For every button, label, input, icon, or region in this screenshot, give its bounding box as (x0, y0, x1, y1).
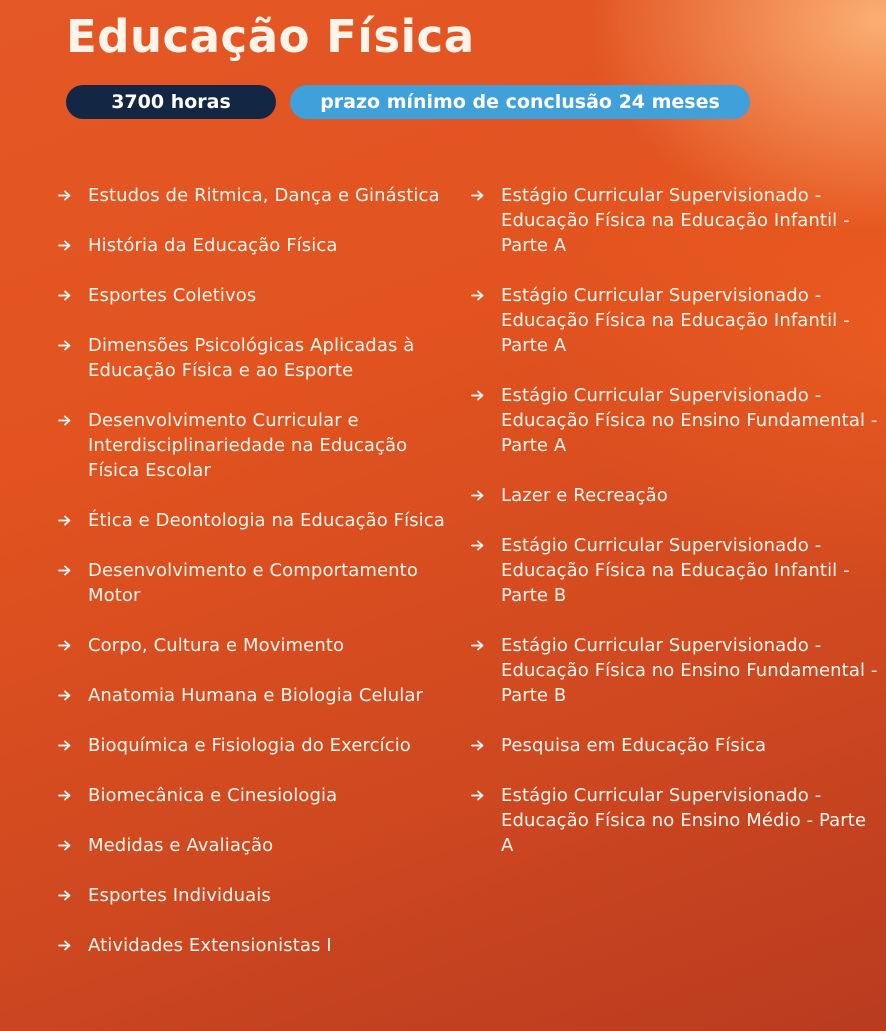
list-item-label: Estágio Curricular Supervisionado - Educação Física na Educação Infantil - Parte A (501, 285, 850, 356)
list-item (57, 283, 462, 308)
arrow-right-icon (57, 233, 73, 258)
list-item (470, 183, 880, 258)
arrow-right-icon (57, 183, 73, 208)
list-item-label: Estágio Curricular Supervisionado - Educação Física na Educação Infantil - Parte B (501, 535, 850, 606)
list-item (57, 558, 462, 608)
list-item-label: Atividades Extensionistas I (88, 935, 332, 956)
course-list-right (470, 183, 880, 883)
list-item-label: Medidas e Avaliação (88, 835, 274, 856)
term-badge (290, 85, 750, 119)
arrow-right-icon (470, 533, 486, 558)
list-item-label: Ética e Deontologia na Educação Física (88, 510, 445, 531)
arrow-right-icon (470, 733, 486, 758)
list-item (470, 783, 880, 858)
list-item (57, 233, 462, 258)
page-title: Educação Física (66, 10, 475, 63)
list-item (470, 533, 880, 608)
list-item-label: Estágio Curricular Supervisionado - Educação Física no Ensino Fundamental - Parte A (501, 385, 878, 456)
arrow-right-icon (470, 183, 486, 208)
arrow-right-icon (470, 283, 486, 308)
list-item (57, 183, 462, 208)
arrow-right-icon (470, 483, 486, 508)
arrow-right-icon (57, 508, 73, 533)
list-item (470, 283, 880, 358)
list-item (470, 733, 880, 758)
arrow-right-icon (470, 783, 486, 808)
list-item (57, 733, 462, 758)
list-item (57, 408, 462, 483)
arrow-right-icon (57, 333, 73, 358)
list-item-label: Estágio Curricular Supervisionado - Educação Física na Educação Infantil - Parte A (501, 185, 850, 256)
arrow-right-icon (57, 733, 73, 758)
list-item-label: Estágio Curricular Supervisionado - Educação Física no Ensino Fundamental - Parte B (501, 635, 878, 706)
list-item (57, 333, 462, 383)
arrow-right-icon (57, 833, 73, 858)
list-item-label: Lazer e Recreação (501, 485, 668, 506)
list-item-label: Bioquímica e Fisiologia do Exercício (88, 735, 411, 756)
arrow-right-icon (57, 633, 73, 658)
arrow-right-icon (57, 408, 73, 433)
list-item (57, 783, 462, 808)
list-item (57, 933, 462, 958)
list-item-label: Estudos de Ritmica, Dança e Ginástica (88, 185, 440, 206)
list-item-label: Dimensões Psicológicas Aplicadas à Educação Física e ao Esporte (88, 335, 415, 381)
list-item (470, 483, 880, 508)
arrow-right-icon (57, 558, 73, 583)
arrow-right-icon (470, 633, 486, 658)
list-item (470, 383, 880, 458)
list-item-label: Desenvolvimento Curricular e Interdisciplinariedade na Educação Física Escolar (88, 410, 408, 481)
list-item-label: Anatomia Humana e Biologia Celular (88, 685, 424, 706)
list-item (57, 833, 462, 858)
list-item-label: Estágio Curricular Supervisionado - Educação Física no Ensino Médio - Parte A (501, 785, 867, 856)
arrow-right-icon (57, 683, 73, 708)
list-item-label: Esportes Individuais (88, 885, 271, 906)
list-item-label: Desenvolvimento e Comportamento Motor (88, 560, 418, 606)
list-item-label: Esportes Coletivos (88, 285, 257, 306)
list-item (57, 633, 462, 658)
list-item (57, 508, 462, 533)
arrow-right-icon (57, 783, 73, 808)
arrow-right-icon (57, 933, 73, 958)
arrow-right-icon (57, 883, 73, 908)
list-item-label: Corpo, Cultura e Movimento (88, 635, 345, 656)
list-item-label: Biomecânica e Cinesiologia (88, 785, 338, 806)
hours-badge (66, 85, 276, 119)
hours-badge-label: 3700 horas (111, 91, 231, 113)
arrow-right-icon (57, 283, 73, 308)
list-item-label: Pesquisa em Educação Física (501, 735, 767, 756)
arrow-right-icon (470, 383, 486, 408)
term-badge-label: prazo mínimo de conclusão 24 meses (320, 91, 720, 113)
list-item (470, 633, 880, 708)
list-item (57, 683, 462, 708)
list-item (57, 883, 462, 908)
course-list-left (57, 183, 462, 983)
list-item-label: História da Educação Física (88, 235, 338, 256)
